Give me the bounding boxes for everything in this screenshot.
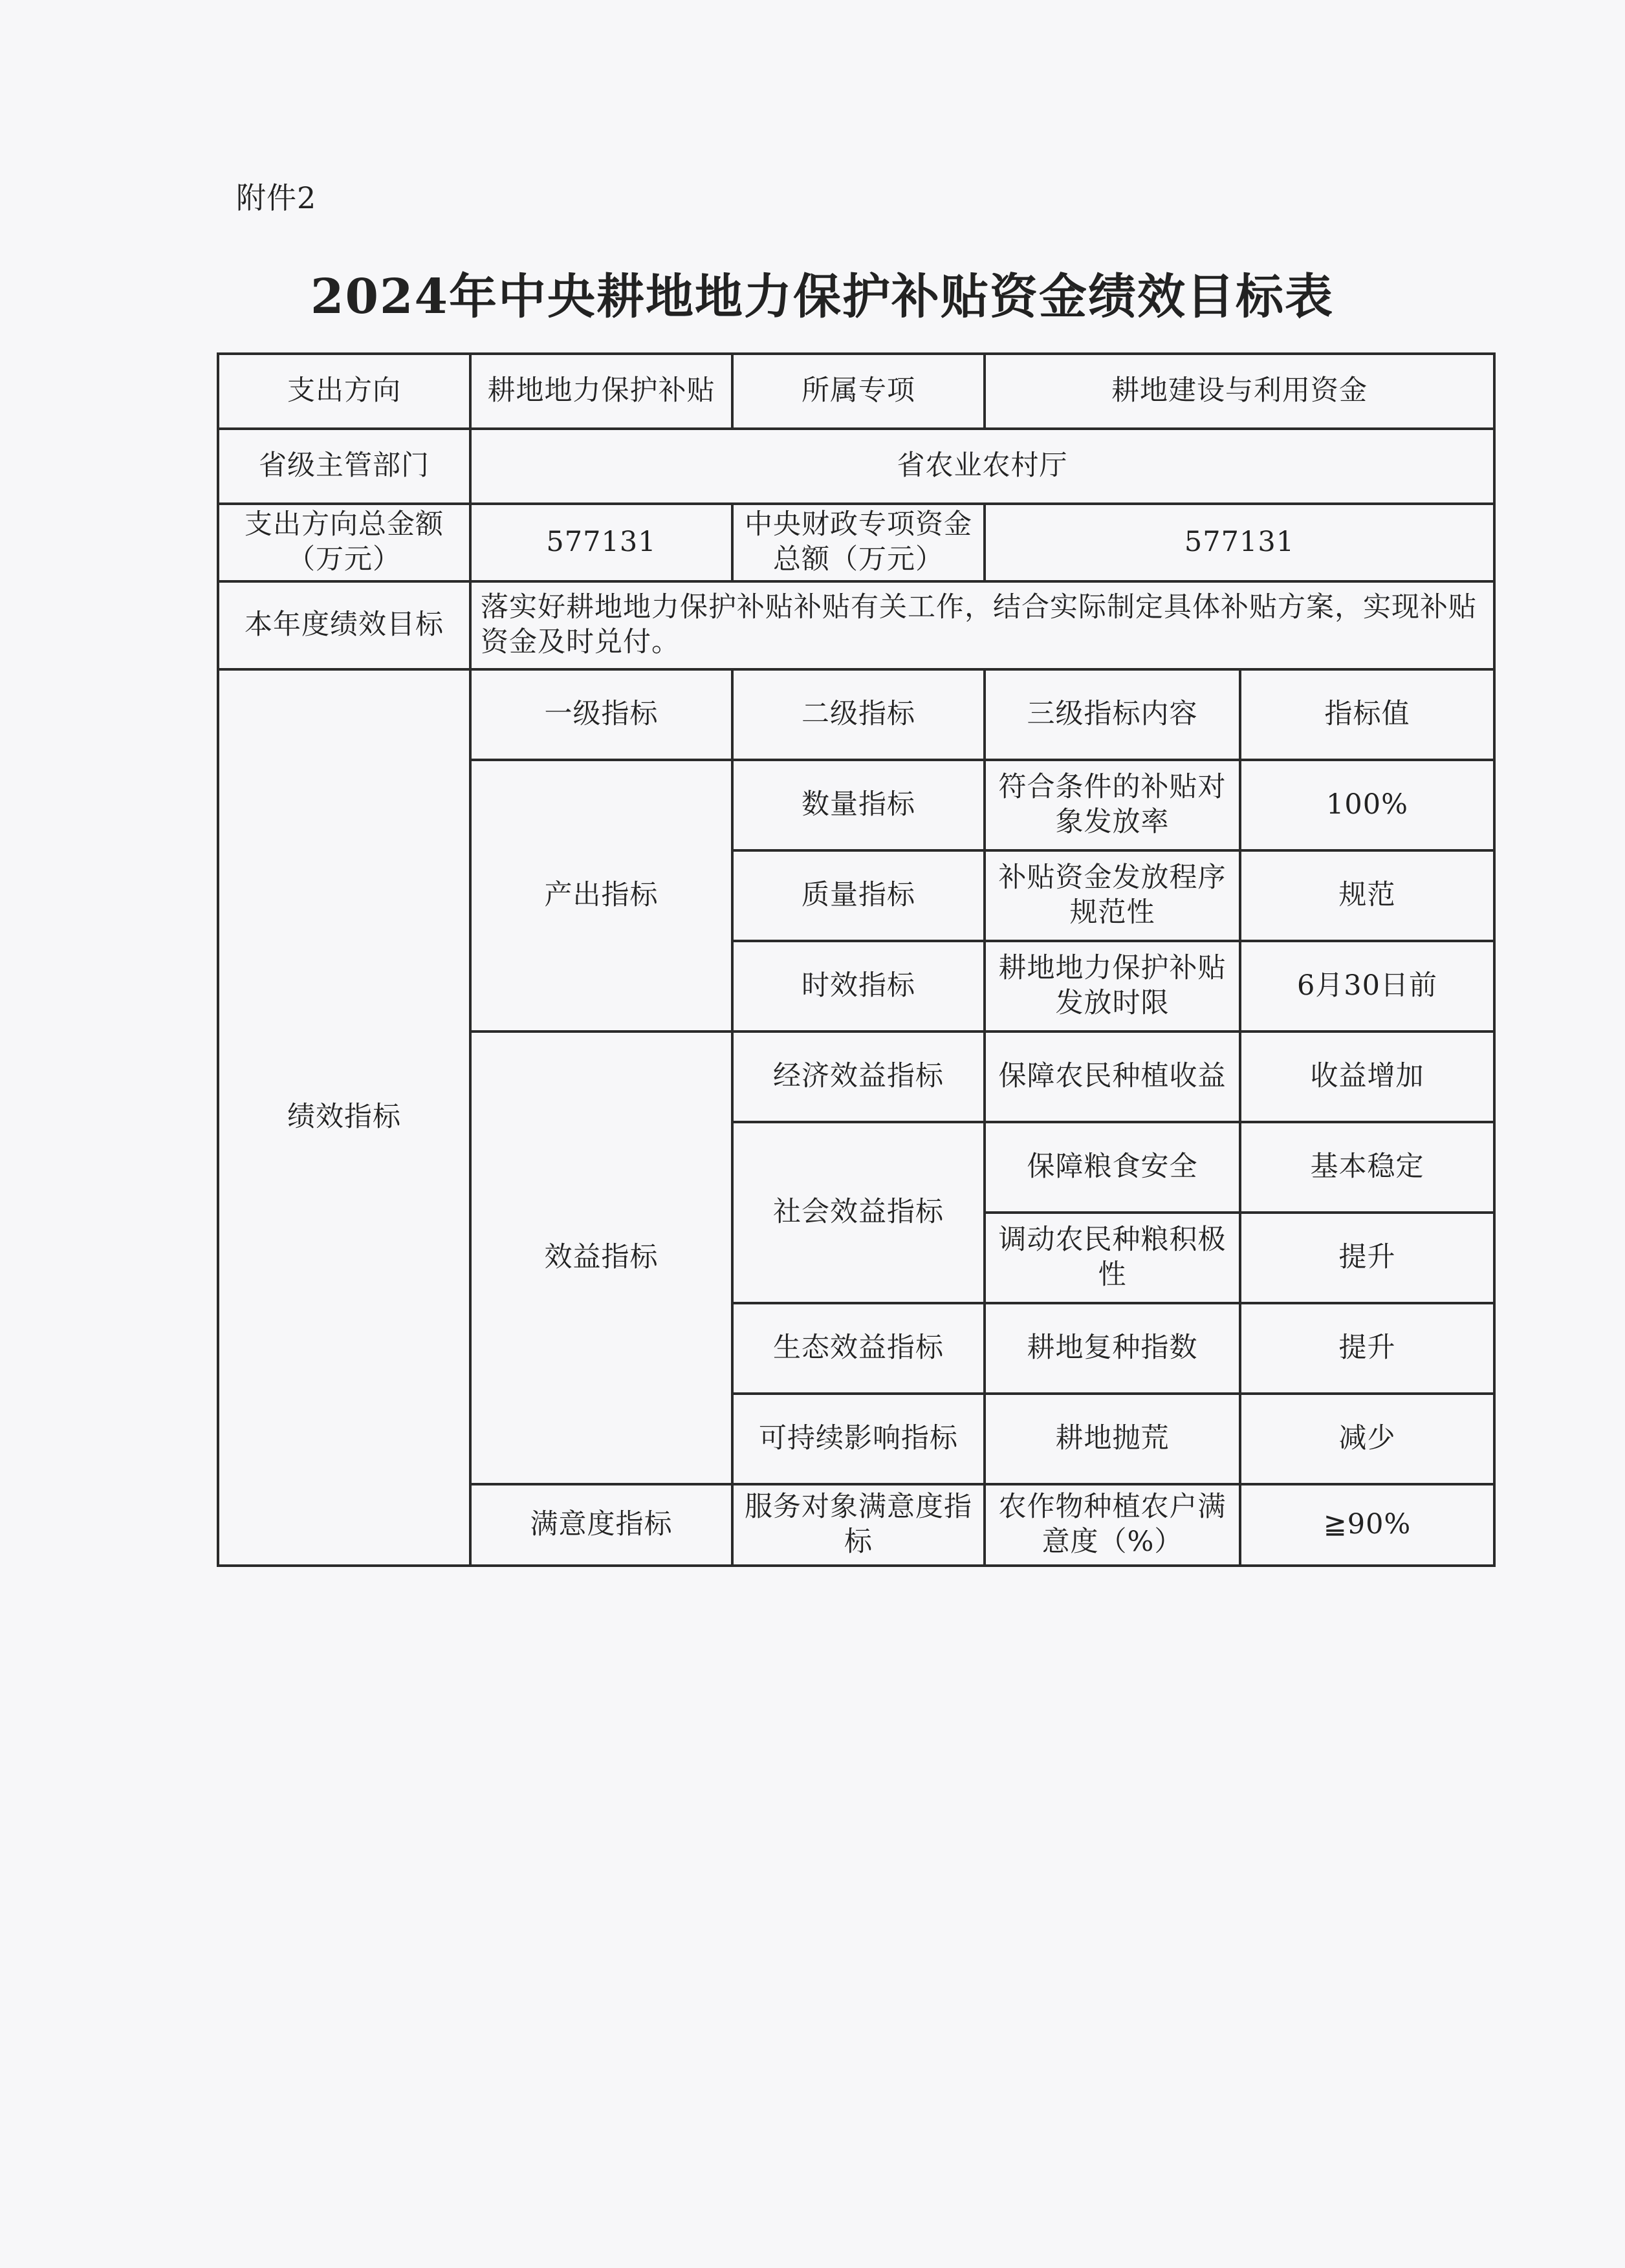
special-project-value: 耕地建设与利用资金 (985, 354, 1494, 429)
value-cell: 6月30日前 (1240, 941, 1494, 1031)
value-cell: 收益增加 (1240, 1031, 1494, 1122)
output-indicator-label: 产出指标 (470, 760, 732, 1031)
level2-cell: 经济效益指标 (732, 1031, 985, 1122)
level3-cell: 耕地地力保护补贴发放时限 (985, 941, 1240, 1031)
level3-cell: 保障农民种植收益 (985, 1031, 1240, 1122)
value-cell: 规范 (1240, 850, 1494, 941)
header-level2: 二级指标 (732, 669, 985, 760)
table-row (218, 354, 1494, 429)
central-fund-value: 577131 (985, 504, 1494, 581)
satisfaction-indicator-label: 满意度指标 (470, 1484, 732, 1566)
level2-cell: 时效指标 (732, 941, 985, 1031)
value-cell: ≧90% (1240, 1484, 1494, 1566)
table-row (218, 581, 1494, 669)
level2-cell: 服务对象满意度指标 (732, 1484, 985, 1566)
spending-direction-label: 支出方向 (218, 354, 470, 429)
table-row (218, 429, 1494, 504)
level3-cell: 调动农民种粮积极性 (985, 1213, 1240, 1303)
level3-cell: 耕地复种指数 (985, 1303, 1240, 1394)
level3-cell: 补贴资金发放程序规范性 (985, 850, 1240, 941)
attachment-label: 附件2 (236, 180, 317, 215)
header-value: 指标值 (1240, 669, 1494, 760)
total-amount-value: 577131 (470, 504, 732, 581)
header-level3: 三级指标内容 (985, 669, 1240, 760)
central-fund-label: 中央财政专项资金总额（万元） (732, 504, 985, 581)
value-cell: 基本稳定 (1240, 1122, 1494, 1213)
level2-cell: 生态效益指标 (732, 1303, 985, 1394)
value-cell: 100% (1240, 760, 1494, 850)
level3-cell: 符合条件的补贴对象发放率 (985, 760, 1240, 850)
value-cell: 减少 (1240, 1394, 1494, 1484)
level3-cell: 农作物种植农户满意度（%） (985, 1484, 1240, 1566)
provincial-dept-value: 省农业农村厅 (470, 429, 1494, 504)
total-amount-label: 支出方向总金额（万元） (218, 504, 470, 581)
annual-goal-value: 落实好耕地地力保护补贴补贴有关工作，结合实际制定具体补贴方案，实现补贴资金及时兑付。 (470, 581, 1494, 669)
provincial-dept-label: 省级主管部门 (218, 429, 470, 504)
table-row (218, 504, 1494, 581)
indicators-label: 绩效指标 (218, 669, 470, 1566)
special-project-label: 所属专项 (732, 354, 985, 429)
table-row (218, 669, 1494, 760)
level3-cell: 保障粮食安全 (985, 1122, 1240, 1213)
level2-cell: 可持续影响指标 (732, 1394, 985, 1484)
annual-goal-label: 本年度绩效目标 (218, 581, 470, 669)
performance-target-table (217, 352, 1496, 1567)
header-level1: 一级指标 (470, 669, 732, 760)
value-cell: 提升 (1240, 1303, 1494, 1394)
social-benefit-label: 社会效益指标 (732, 1122, 985, 1303)
level2-cell: 质量指标 (732, 850, 985, 941)
document-title: 2024年中央耕地地力保护补贴资金绩效目标表 (311, 269, 1334, 325)
benefit-indicator-label: 效益指标 (470, 1031, 732, 1484)
value-cell: 提升 (1240, 1213, 1494, 1303)
level2-cell: 数量指标 (732, 760, 985, 850)
spending-direction-value: 耕地地力保护补贴 (470, 354, 732, 429)
level3-cell: 耕地抛荒 (985, 1394, 1240, 1484)
